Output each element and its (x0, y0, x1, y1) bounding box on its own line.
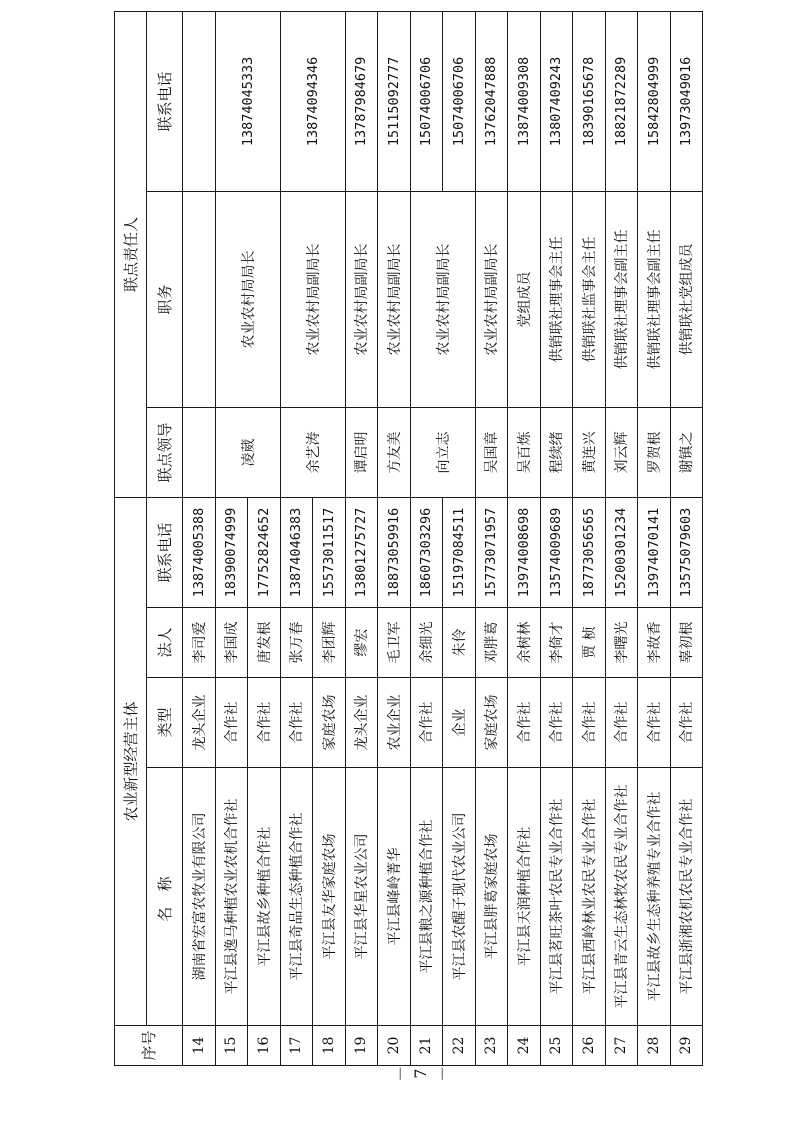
cell-leader-phone: 13874009308 (508, 11, 541, 191)
cell-position: 农业农村局副局长 (345, 191, 378, 407)
cell-position: 党组成员 (508, 191, 541, 407)
cell-phone: 18873059916 (378, 497, 411, 607)
table-row (475, 11, 508, 1065)
table-row (605, 11, 638, 1065)
table-row (215, 11, 248, 1065)
cell-name: 平江县西岭林业农民专业合作社 (573, 768, 606, 1026)
cell-position: 农业农村局副局长 (475, 191, 508, 407)
cell-leader-phone: 15074006706 (443, 11, 476, 191)
cell-name: 平江县粮之源种植合作社 (410, 768, 443, 1026)
table-row (508, 11, 541, 1065)
cell-position: 供销联社理事会主任 (540, 191, 573, 407)
cell-position: 农业农村局副局长 (280, 191, 345, 407)
cell-phone: 15197084511 (443, 497, 476, 607)
cell-phone: 18390074999 (215, 497, 248, 607)
cell-leader-phone: 15842804999 (638, 11, 671, 191)
cell-leader: 黄连兴 (573, 407, 606, 497)
cell-position: 农业农村局局长 (215, 191, 280, 407)
table-row (670, 11, 703, 1065)
cell-leader: 谭启明 (345, 407, 378, 497)
cell-seq: 21 (410, 1026, 443, 1066)
cell-name: 平江县农醒子现代农业公司 (443, 768, 476, 1026)
cell-seq: 26 (573, 1026, 606, 1066)
cell-name: 平江县故乡种植合作社 (248, 768, 281, 1026)
header-leader-phone: 联系电话 (147, 11, 183, 191)
cell-phone: 15200301234 (605, 497, 638, 607)
cell-type: 合作社 (638, 678, 671, 768)
cell-leader: 谢镇之 (670, 407, 703, 497)
header-group-contact: 联点责任人 (115, 11, 147, 497)
cell-legal: 余树林 (508, 608, 541, 678)
header-leader: 联点领导 (147, 407, 183, 497)
cell-leader-phone (183, 11, 216, 191)
cell-name: 平江县峰岭菁华 (378, 768, 411, 1026)
cell-leader-phone: 18821872289 (605, 11, 638, 191)
table-row (280, 11, 313, 1065)
header-row-groups (115, 11, 147, 1065)
rotated-table-wrapper (114, 12, 702, 1066)
cell-leader: 余艺涛 (280, 407, 345, 497)
cell-type: 合作社 (215, 678, 248, 768)
cell-name: 平江县浙湘农机农民专业合作社 (670, 768, 703, 1026)
cell-legal: 李曙光 (605, 608, 638, 678)
cell-legal: 唐发根 (248, 608, 281, 678)
cell-legal: 余细光 (410, 608, 443, 678)
cell-phone: 13574009689 (540, 497, 573, 607)
cell-leader-phone: 15074006706 (410, 11, 443, 191)
cell-leader (183, 407, 216, 497)
cell-name: 平江县奇品生态种植合作社 (280, 768, 313, 1026)
cell-leader-phone: 13973049016 (670, 11, 703, 191)
cell-seq: 23 (475, 1026, 508, 1066)
table-row (638, 11, 671, 1065)
cell-type: 家庭农场 (475, 678, 508, 768)
header-position: 职务 (147, 191, 183, 407)
cell-seq: 16 (248, 1026, 281, 1066)
cell-leader-phone: 18390165678 (573, 11, 606, 191)
cell-leader: 吴百炼 (508, 407, 541, 497)
cell-position: 供销联社理事会副主任 (605, 191, 638, 407)
cell-type: 龙头企业 (183, 678, 216, 768)
cell-phone: 13874005388 (183, 497, 216, 607)
cell-name: 平江县青云生态林牧农民专业合作社 (605, 768, 638, 1026)
cell-leader: 程续绪 (540, 407, 573, 497)
cell-legal: 李故香 (638, 608, 671, 678)
cell-seq: 19 (345, 1026, 378, 1066)
cell-seq: 27 (605, 1026, 638, 1066)
cell-seq: 17 (280, 1026, 313, 1066)
cell-leader: 刘云辉 (605, 407, 638, 497)
cell-position: 供销联社理事会副主任 (638, 191, 671, 407)
cell-leader-phone: 13787984679 (345, 11, 378, 191)
cell-legal: 李团辉 (313, 608, 346, 678)
cell-phone: 15573011517 (313, 497, 346, 607)
header-row-columns (147, 11, 183, 1065)
cell-type: 合作社 (508, 678, 541, 768)
cell-legal: 朱伶 (443, 608, 476, 678)
table-row (345, 11, 378, 1065)
cell-type: 合作社 (540, 678, 573, 768)
cell-type: 合作社 (248, 678, 281, 768)
table-row (410, 11, 443, 1065)
cell-seq: 18 (313, 1026, 346, 1066)
cell-leader: 吴国章 (475, 407, 508, 497)
cell-seq: 22 (443, 1026, 476, 1066)
table-row (378, 11, 411, 1065)
cell-name: 湖南省宏富农牧业有限公司 (183, 768, 216, 1026)
table-row (540, 11, 573, 1065)
cell-leader-phone: 13874045333 (215, 11, 280, 191)
cell-legal: 贾 桢 (573, 608, 606, 678)
cell-type: 家庭农场 (313, 678, 346, 768)
cell-seq: 15 (215, 1026, 248, 1066)
cell-phone: 13801275727 (345, 497, 378, 607)
cell-leader-phone: 13807409243 (540, 11, 573, 191)
cell-legal: 辜初根 (670, 608, 703, 678)
cell-name: 平江县天润种植合作社 (508, 768, 541, 1026)
cell-phone: 18607303296 (410, 497, 443, 607)
cell-type: 合作社 (573, 678, 606, 768)
cell-leader: 方友美 (378, 407, 411, 497)
cell-seq: 24 (508, 1026, 541, 1066)
cell-phone: 13974070141 (638, 497, 671, 607)
cell-legal: 李司爱 (183, 608, 216, 678)
cell-name: 平江县茗旺茶叶农民专业合作社 (540, 768, 573, 1026)
cell-leader: 向立志 (410, 407, 475, 497)
cell-seq: 28 (638, 1026, 671, 1066)
cell-seq: 14 (183, 1026, 216, 1066)
cell-name: 平江县故乡生态种养殖专业合作社 (638, 768, 671, 1026)
cell-type: 龙头企业 (345, 678, 378, 768)
cell-leader-phone: 15115092777 (378, 11, 411, 191)
cell-legal: 李国成 (215, 608, 248, 678)
cell-leader-phone: 13762047888 (475, 11, 508, 191)
cell-phone: 13575079603 (670, 497, 703, 607)
cell-legal: 缪宏 (345, 608, 378, 678)
cell-seq: 25 (540, 1026, 573, 1066)
cell-seq: 20 (378, 1026, 411, 1066)
cell-type: 合作社 (280, 678, 313, 768)
cell-name: 平江县逸马种植农业农机合作社 (215, 768, 248, 1026)
cell-leader: 罗贺根 (638, 407, 671, 497)
header-name: 名 称 (147, 768, 183, 1026)
cell-seq: 29 (670, 1026, 703, 1066)
cell-name: 平江县友华家庭农场 (313, 768, 346, 1026)
page-number: － 7 － (391, 1062, 452, 1082)
cell-type: 农业企业 (378, 678, 411, 768)
cell-position (183, 191, 216, 407)
cell-position: 农业农村局副局长 (378, 191, 411, 407)
cell-leader-phone: 13874094346 (280, 11, 345, 191)
cell-phone: 17752824652 (248, 497, 281, 607)
cell-leader: 凌葳 (215, 407, 280, 497)
cell-phone: 13874046383 (280, 497, 313, 607)
cell-position: 农业农村局副局长 (410, 191, 475, 407)
contact-table (114, 11, 703, 1066)
cell-legal: 毛卫军 (378, 608, 411, 678)
cell-name: 平江县胖葛家庭农场 (475, 768, 508, 1026)
cell-name: 平江县华星农业公司 (345, 768, 378, 1026)
table-row (443, 11, 476, 1065)
cell-position: 供销联社监事会主任 (573, 191, 606, 407)
header-group-entity: 农业新型经营主体 (115, 497, 147, 1025)
header-seq: 序号 (115, 1026, 183, 1066)
cell-type: 合作社 (605, 678, 638, 768)
table-row (183, 11, 216, 1065)
cell-type: 企业 (443, 678, 476, 768)
header-type: 类型 (147, 678, 183, 768)
cell-legal: 张万春 (280, 608, 313, 678)
cell-type: 合作社 (410, 678, 443, 768)
cell-legal: 李倚才 (540, 608, 573, 678)
cell-position: 供销联社党组成员 (670, 191, 703, 407)
table-row (573, 11, 606, 1065)
cell-phone: 13974008698 (508, 497, 541, 607)
cell-phone: 18773056565 (573, 497, 606, 607)
header-entity-phone: 联系电话 (147, 497, 183, 607)
cell-legal: 邓胖葛 (475, 608, 508, 678)
header-legal-person: 法人 (147, 608, 183, 678)
cell-phone: 15773071957 (475, 497, 508, 607)
cell-type: 合作社 (670, 678, 703, 768)
